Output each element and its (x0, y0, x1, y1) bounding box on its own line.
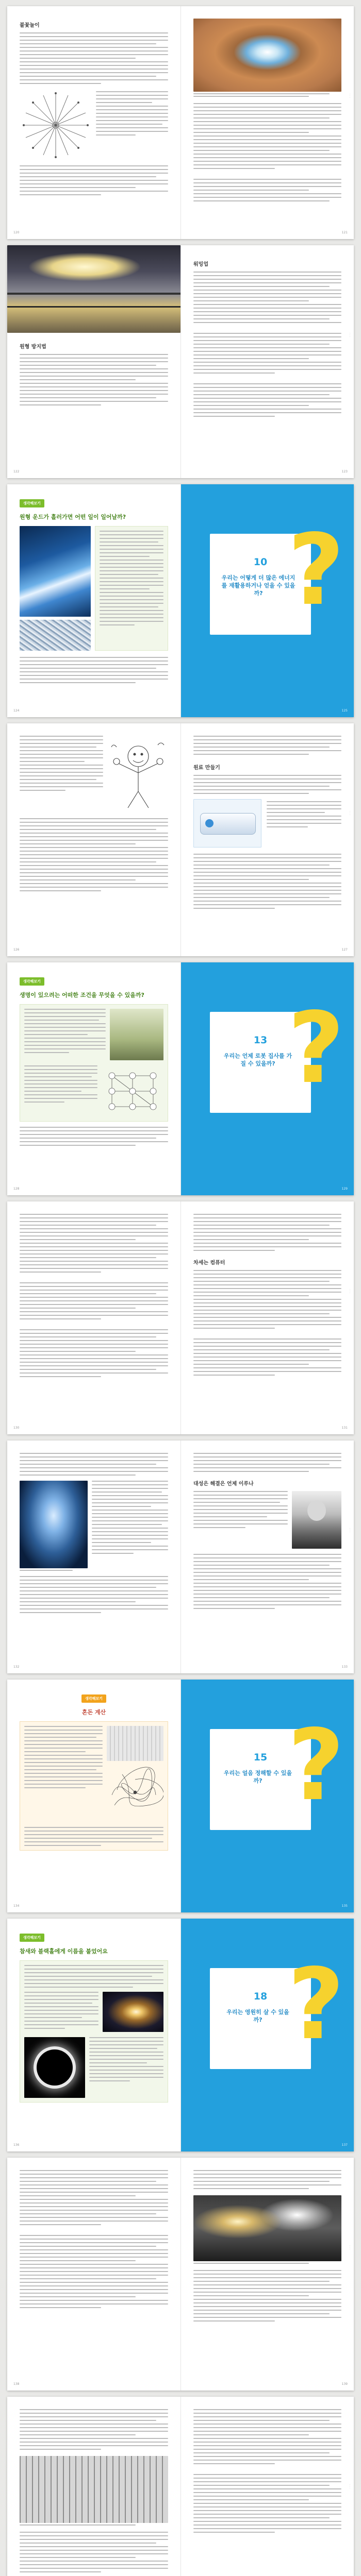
question-mark-icon: ? (287, 991, 344, 1105)
question-number: 10 (253, 556, 268, 568)
section-badge: 생각해보기 (20, 499, 44, 507)
running-header: · · · (348, 2484, 351, 2488)
cartoon-figure-illustration (107, 736, 168, 813)
photo-galaxy (103, 1992, 163, 2032)
book-page (7, 1440, 180, 1673)
book-page (7, 2397, 180, 2576)
page-number: 135 (341, 1904, 348, 1908)
book-page (180, 723, 354, 956)
page-number: 121 (341, 231, 348, 234)
sidebar-text-box (20, 1004, 168, 1122)
section-heading: 불꽃놀이 (20, 23, 40, 28)
book-spread-10 (7, 2158, 354, 2391)
page-number: 120 (13, 231, 20, 234)
page-number: 123 (341, 470, 348, 473)
firework-diagram (20, 89, 92, 161)
section-heading: 대성은 해결은 언제 이루나 (193, 1481, 254, 1487)
book-spread-4 (7, 723, 354, 956)
photo-diagram-chart (107, 1726, 163, 1761)
page-number: 139 (341, 2382, 348, 2386)
photo-blue-light (20, 526, 91, 617)
book-page (180, 1440, 354, 1673)
sidebar-title: 참새와 블랙홀에게 이름을 붙었어요 (20, 1948, 108, 1955)
book-page (180, 2158, 354, 2391)
book-page (180, 6, 354, 239)
book-page (7, 6, 180, 239)
photo-caption (20, 2524, 168, 2526)
chapter-opener-page (180, 484, 354, 717)
page-number: 122 (13, 470, 20, 473)
page-number: 136 (13, 2143, 20, 2147)
photo-building (20, 2456, 168, 2523)
book-page (7, 245, 180, 478)
page-number: 131 (341, 1426, 348, 1430)
section-heading: 원료 만들기 (193, 765, 220, 771)
chapter-opener-page (180, 962, 354, 1195)
book-page (180, 2397, 354, 2576)
photo-scientist-portrait (292, 1491, 341, 1549)
question-number: 13 (253, 1035, 268, 1046)
book-page (7, 723, 180, 956)
book-spread-2 (7, 245, 354, 478)
page-number: 133 (341, 1665, 348, 1669)
book-spread-9 (7, 1919, 354, 2151)
question-text: 우리는 얼음 정해할 수 있을까? (223, 1770, 292, 1784)
chapter-opener-page (180, 1919, 354, 2151)
book-page (7, 1919, 180, 2151)
page-number: 132 (13, 1665, 20, 1669)
photo-xray-figure (20, 1481, 88, 1568)
page-number: 130 (13, 1426, 20, 1430)
question-mark-icon: ? (287, 1947, 344, 2061)
section-heading: 원형 방지법 (20, 344, 46, 350)
book-spread-11 (7, 2397, 354, 2576)
book-spread-8 (7, 1680, 354, 1912)
running-header: · · · (348, 1289, 351, 1293)
question-mark-icon: ? (287, 513, 344, 627)
photo-caption (193, 93, 341, 97)
page-number: 134 (13, 1904, 20, 1908)
chapter-opener-page (180, 1680, 354, 1912)
section-badge: 생각해보기 (81, 1694, 106, 1703)
photo-caption (20, 1570, 88, 1571)
sidebar-text-box (20, 1960, 168, 2103)
photo-crowd-lights (193, 2195, 341, 2261)
running-header: · · · (348, 333, 351, 337)
section-badge: 생각해보기 (20, 1934, 44, 1942)
photo-stadium-lights (7, 245, 180, 333)
book-page (180, 1201, 354, 1434)
page-number: 128 (13, 1187, 20, 1191)
page-number: 138 (13, 2382, 20, 2386)
photo-device (193, 799, 261, 848)
section-badge: 생각해보기 (20, 977, 44, 986)
question-text: 우리는 영원히 살 수 있을까? (226, 2009, 289, 2023)
photo-eye-closeup (193, 19, 341, 92)
book-spread-5 (7, 962, 354, 1195)
book-spread-1 (7, 6, 354, 239)
running-header: · · · (348, 94, 351, 98)
book-spread-3 (7, 484, 354, 717)
photo-black-hole (24, 2037, 85, 2098)
section-heading: 워밍업 (193, 262, 208, 267)
sidebar-title: 원형 운드가 흘러가면 어떤 일이 일어날까? (20, 514, 126, 520)
book-page (7, 1201, 180, 1434)
molecule-diagram (102, 1065, 163, 1117)
sidebar-title: 혼돈 계산 (81, 1709, 106, 1716)
question-number: 15 (253, 1752, 268, 1763)
book-spread-6 (7, 1201, 354, 1434)
page-number: 127 (341, 948, 348, 952)
book-page (7, 962, 180, 1195)
question-mark-icon: ? (287, 1708, 344, 1822)
book-page (7, 2158, 180, 2391)
sidebar-text-box (95, 526, 168, 651)
sidebar-title: 생명이 있으려는 어떠한 조건을 무엇을 수 있을까? (20, 992, 144, 998)
book-page (7, 1680, 180, 1912)
photo-caption (193, 2263, 341, 2264)
question-text: 우리는 언제 로봇 집사를 가질 수 있을까? (223, 1053, 292, 1067)
question-text: 우리는 어떻게 더 많은 에너지를 재활용하거나 얻을 수 있을까? (221, 574, 296, 597)
question-number: 18 (253, 1991, 268, 2002)
page-number: 137 (341, 2143, 348, 2147)
book-spread-7 (7, 1440, 354, 1673)
chaos-scribble-diagram (107, 1764, 163, 1821)
page-number: 126 (13, 948, 20, 952)
running-header: · · · (348, 1528, 351, 1532)
section-heading: 차세는 컴퓨터 (193, 1260, 225, 1266)
page-number: 129 (341, 1187, 348, 1191)
sidebar-text-box (20, 1721, 168, 1851)
body-text (20, 32, 168, 84)
photo-texture (20, 620, 91, 651)
page-number: 124 (13, 709, 20, 713)
photo-lab (110, 1009, 163, 1060)
book-page (180, 245, 354, 478)
page-number: 125 (341, 709, 348, 713)
running-header: · · · (348, 811, 351, 815)
book-page (7, 484, 180, 717)
running-header: · · · (348, 2245, 351, 2249)
